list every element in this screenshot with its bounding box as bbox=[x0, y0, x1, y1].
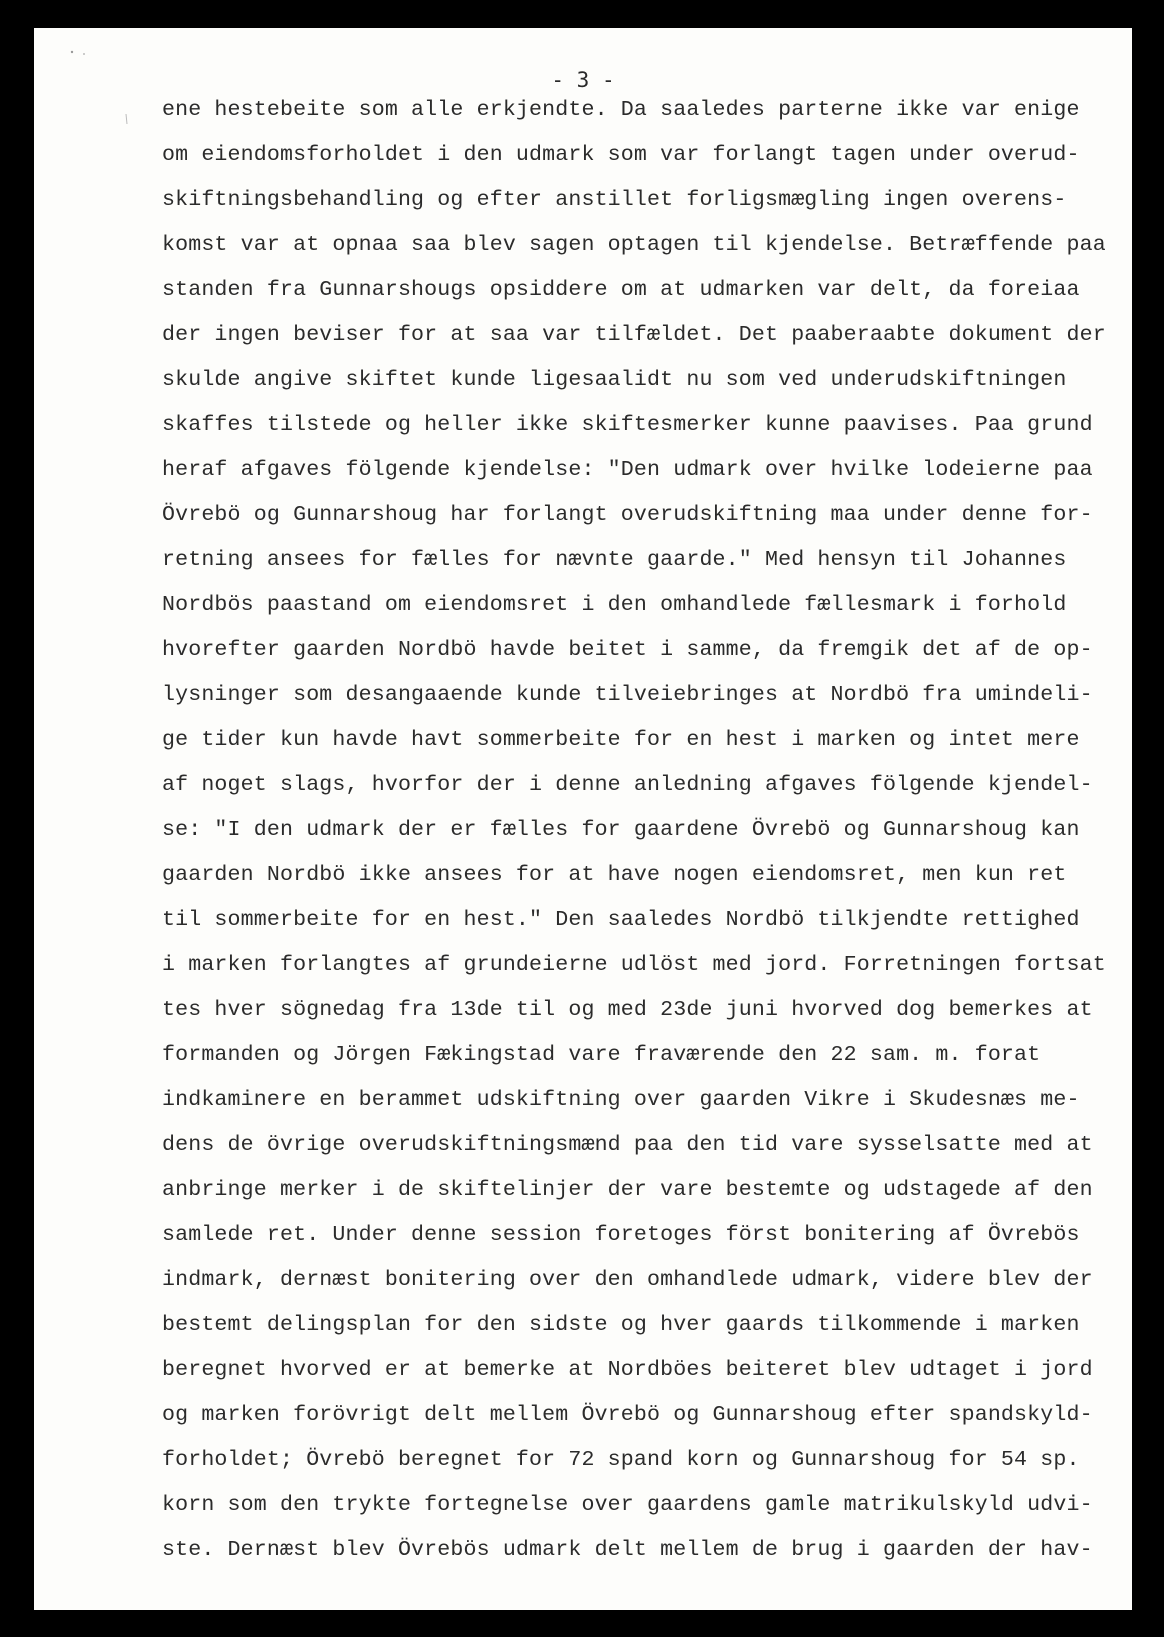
text-line: retning ansees for fælles for nævnte gaarde." Med hensyn til Johannes bbox=[162, 548, 1067, 572]
text-line: indmark, dernæst bonitering over den omhandlede udmark, videre blev der bbox=[162, 1268, 1093, 1292]
text-line: Nordbös paastand om eiendomsret i den omhandlede fællesmark i forhold bbox=[162, 593, 1067, 617]
text-line: til sommerbeite for en hest." Den saaledes Nordbö tilkjendte rettighed bbox=[162, 908, 1080, 932]
text-line: lysninger som desangaaende kunde tilveiebringes at Nordbö fra umindeli- bbox=[162, 683, 1093, 707]
text-line: se: "I den udmark der er fælles for gaardene Övrebö og Gunnarshoug kan bbox=[162, 818, 1080, 842]
text-line: bestemt delingsplan for den sidste og hver gaards tilkommende i marken bbox=[162, 1313, 1080, 1337]
text-line: tes hver sögnedag fra 13de til og med 23de juni hvorved dog bemerkes at bbox=[162, 998, 1093, 1022]
text-line: heraf afgaves fölgende kjendelse: "Den udmark over hvilke lodeierne paa bbox=[162, 458, 1093, 482]
text-line: korn som den trykte fortegnelse over gaardens gamle matrikulskyld udvi- bbox=[162, 1493, 1093, 1517]
text-line: dens de övrige overudskiftningsmænd paa den tid vare sysselsatte med at bbox=[162, 1133, 1093, 1157]
text-line: der ingen beviser for at saa var tilfældet. Det paaberaabte dokument der bbox=[162, 323, 1106, 347]
text-line: standen fra Gunnarshougs opsiddere om at udmarken var delt, da foreiaa bbox=[162, 278, 1080, 302]
text-line: forholdet; Övrebö beregnet for 72 spand korn og Gunnarshoug for 54 sp. bbox=[162, 1448, 1080, 1472]
text-line: skiftningsbehandling og efter anstillet forligsmægling ingen overens- bbox=[162, 188, 1067, 212]
text-line: skaffes tilstede og heller ikke skiftesmerker kunne paavises. Paa grund bbox=[162, 413, 1093, 437]
text-line: af noget slags, hvorfor der i denne anledning afgaves fölgende kjendel- bbox=[162, 773, 1093, 797]
text-line: skulde angive skiftet kunde ligesaalidt nu som ved underudskiftningen bbox=[162, 368, 1067, 392]
text-line: formanden og Jörgen Fækingstad vare fraværende den 22 sam. m. forat bbox=[162, 1043, 1041, 1067]
text-line: samlede ret. Under denne session foretoges först bonitering af Övrebös bbox=[162, 1223, 1080, 1247]
text-line: hvorefter gaarden Nordbö havde beitet i samme, da fremgik det af de op- bbox=[162, 638, 1093, 662]
text-line: beregnet hvorved er at bemerke at Nordböes beiteret blev udtaget i jord bbox=[162, 1358, 1093, 1382]
text-line: om eiendomsforholdet i den udmark som var forlangt tagen under overud- bbox=[162, 143, 1080, 167]
text-line: ste. Dernæst blev Övrebös udmark delt mellem de brug i gaarden der hav- bbox=[162, 1538, 1093, 1562]
document-page bbox=[34, 28, 1132, 1610]
text-line: indkaminere en berammet udskiftning over gaarden Vikre i Skudesnæs me- bbox=[162, 1088, 1080, 1112]
text-line: Övrebö og Gunnarshoug har forlangt overudskiftning maa under denne for- bbox=[162, 503, 1093, 527]
text-line: ge tider kun havde havt sommerbeite for en hest i marken og intet mere bbox=[162, 728, 1080, 752]
text-line: og marken forövrigt delt mellem Övrebö og Gunnarshoug efter spandskyld- bbox=[162, 1403, 1093, 1427]
text-line: gaarden Nordbö ikke ansees for at have nogen eiendomsret, men kun ret bbox=[162, 863, 1067, 887]
text-line: ene hestebeite som alle erkjendte. Da saaledes parterne ikke var enige bbox=[162, 98, 1080, 122]
text-line: i marken forlangtes af grundeierne udlöst med jord. Forretningen fortsat bbox=[162, 953, 1106, 977]
page-number: - 3 - bbox=[551, 68, 615, 92]
text-line: komst var at opnaa saa blev sagen optagen til kjendelse. Betræffende paa bbox=[162, 233, 1106, 257]
body-text bbox=[162, 88, 1106, 1573]
text-line: anbringe merker i de skiftelinjer der vare bestemte og udstagede af den bbox=[162, 1178, 1093, 1202]
